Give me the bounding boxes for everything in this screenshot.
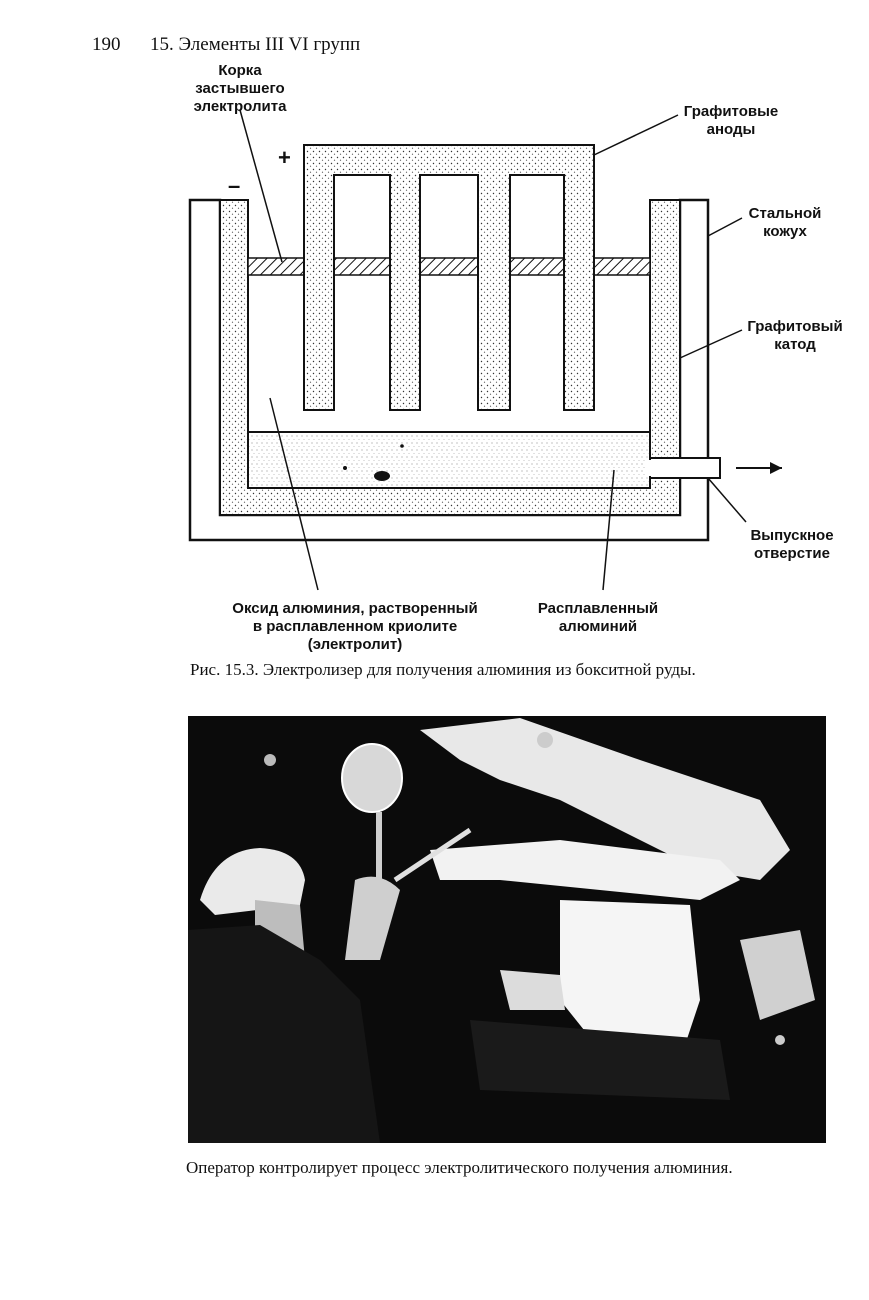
label-outlet: Выпускное отверстие <box>750 527 834 562</box>
label-molten-al: Расплавленный алюминий <box>537 600 659 635</box>
graphite-anodes <box>304 145 594 410</box>
label-anodes: Графитовые аноды <box>683 103 779 138</box>
outlet-pipe <box>650 458 720 478</box>
figure-caption: Рис. 15.3. Электролизер для получения алюминия из бокситной руды. <box>190 660 696 679</box>
molten-aluminum-layer <box>248 432 650 488</box>
minus-sign: – <box>228 173 241 198</box>
photo-frame <box>188 716 826 1143</box>
outlet-leader <box>708 478 746 522</box>
label-crust: Корка застывшего электролита <box>193 62 287 115</box>
plus-sign: + <box>278 145 291 170</box>
page-number: 190 <box>92 34 121 55</box>
photo-caption: Оператор контролирует процесс электролитического получения алюминия. <box>186 1158 733 1177</box>
label-oxide: Оксид алюминия, растворенный в расплавленном криолите (электролит) <box>232 600 478 653</box>
anodes-leader <box>594 115 678 155</box>
label-cathode: Графитовый катод <box>747 318 843 353</box>
label-shell: Стальной кожух <box>748 205 822 240</box>
chapter-title: 15. Элементы III VI групп <box>150 34 361 55</box>
